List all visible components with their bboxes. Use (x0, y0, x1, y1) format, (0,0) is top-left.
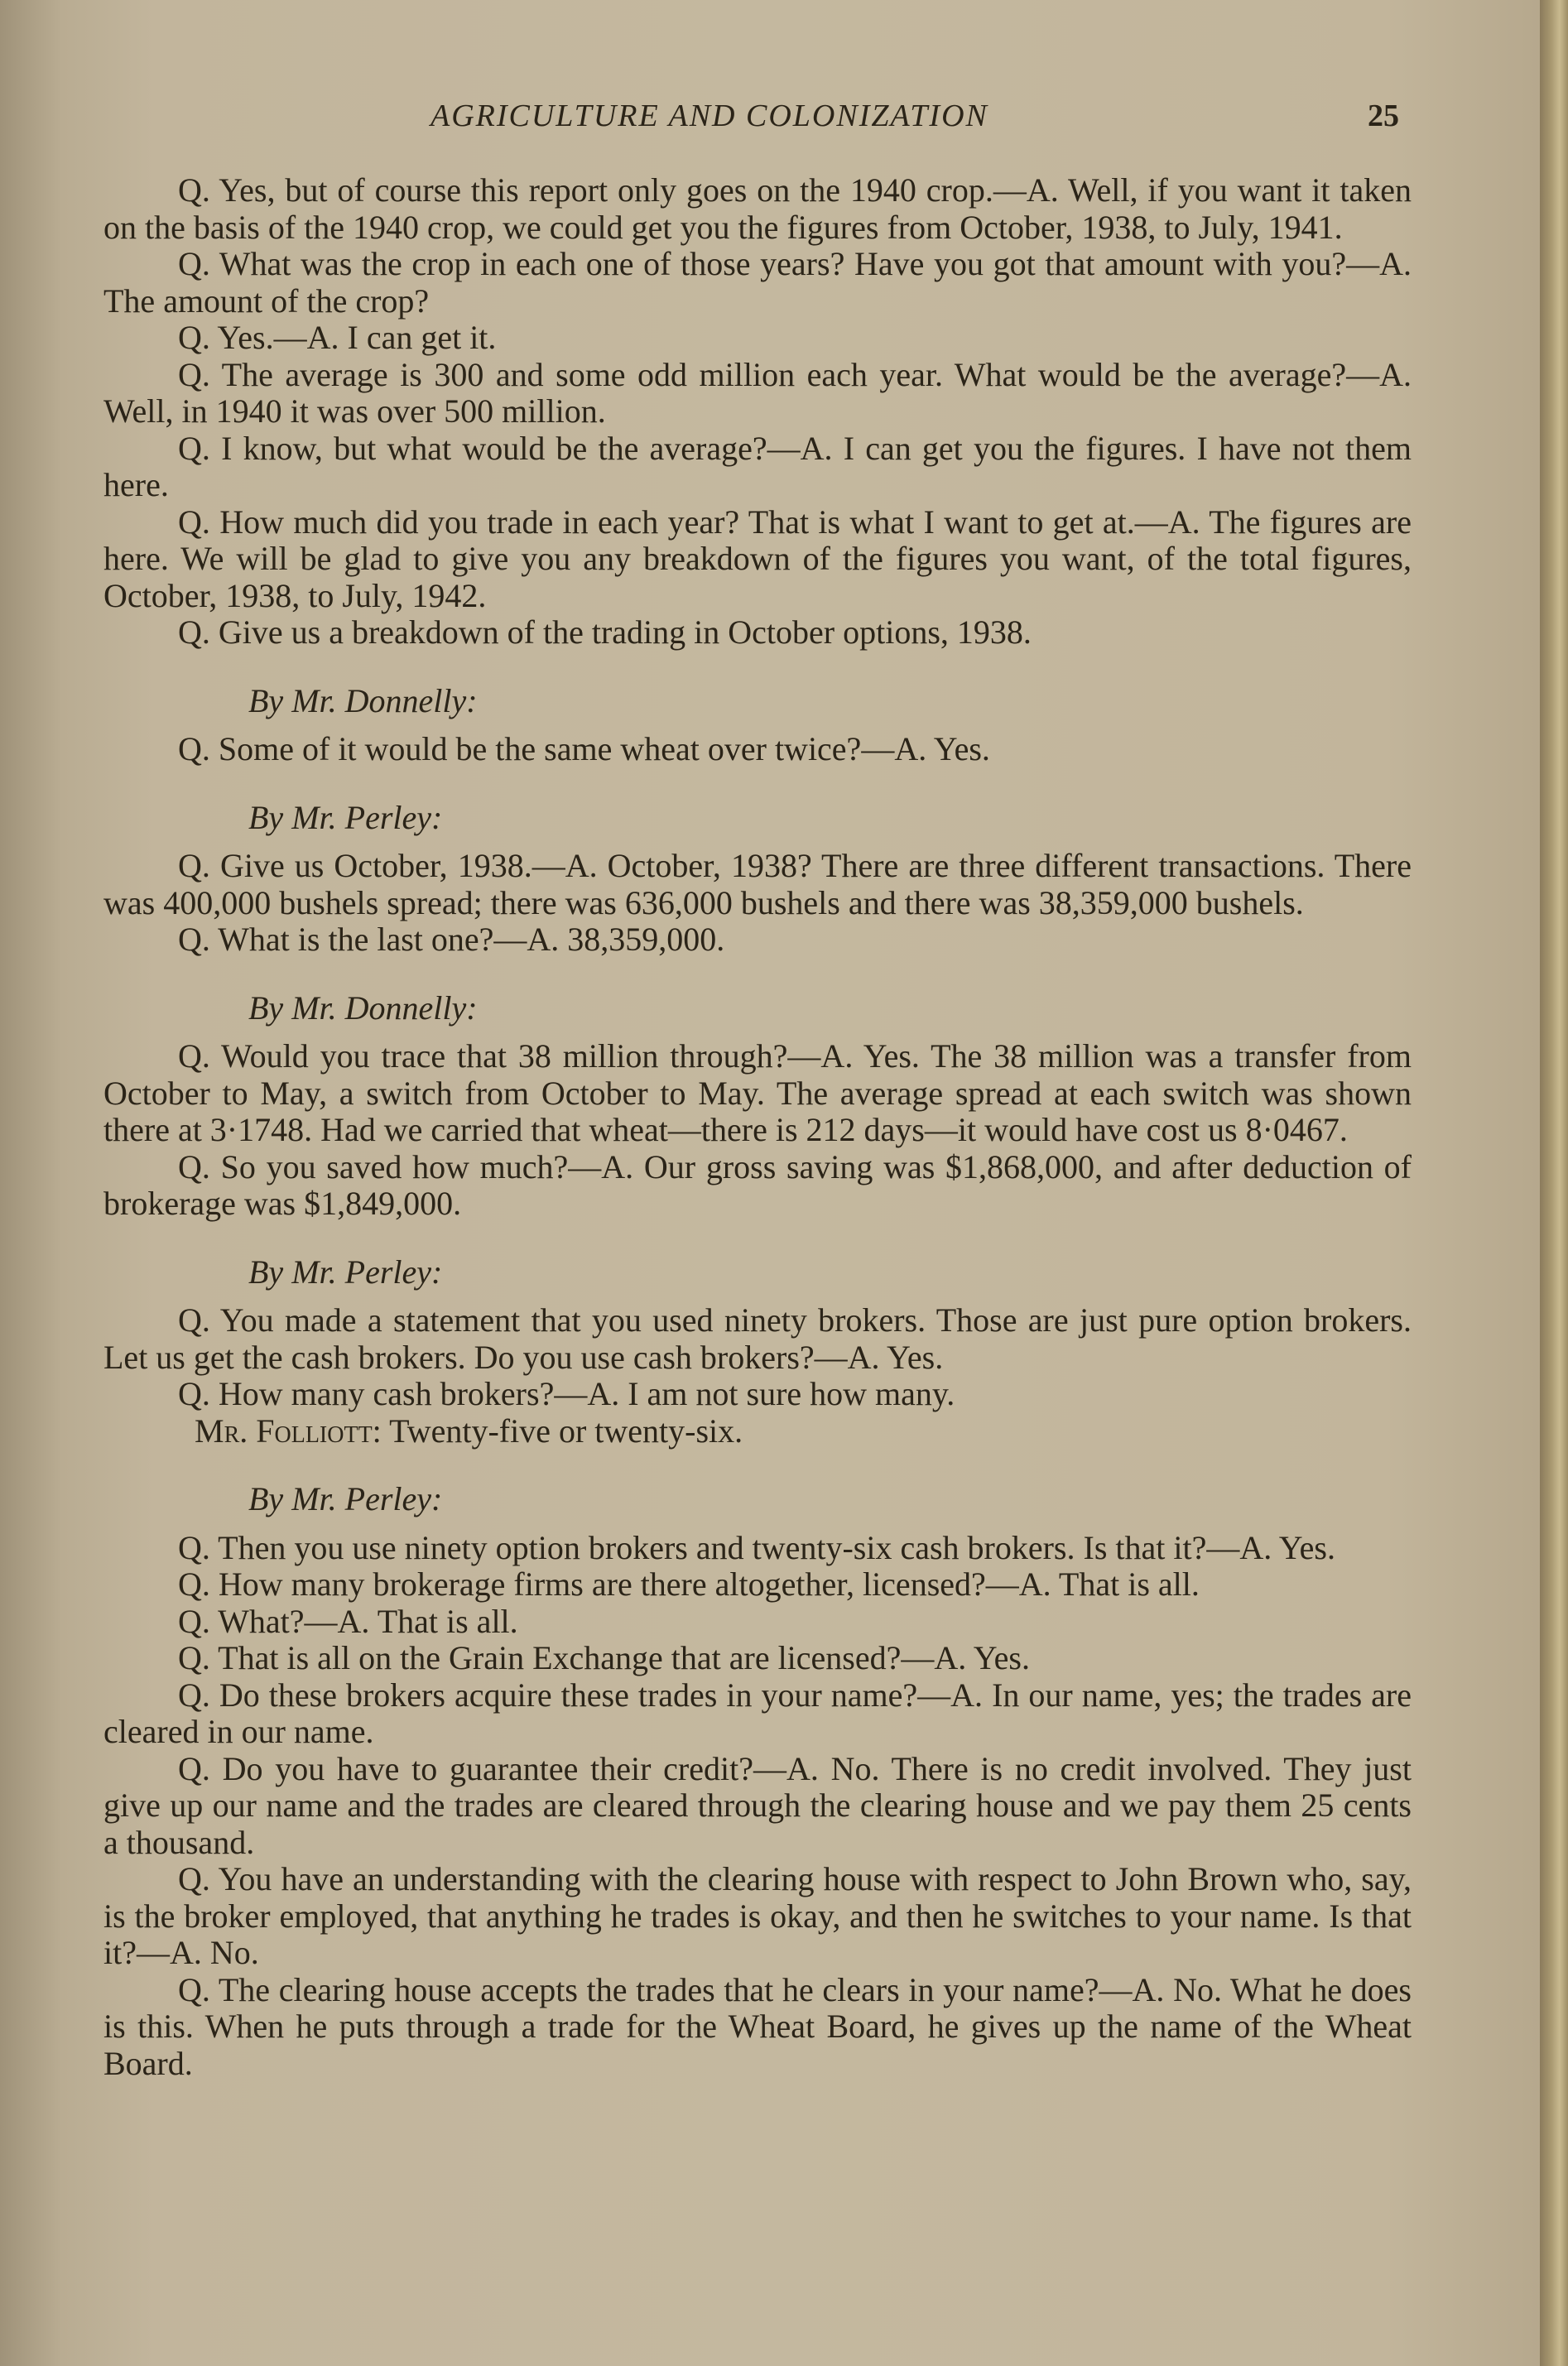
qa-paragraph: Q. What was the crop in each one of those years? Have you got that amount with you?—A. The amount of the crop? (103, 245, 1412, 320)
qa-paragraph: Q. Some of it would be the same wheat over twice?—A. Yes. (178, 730, 990, 767)
speaker-text: Twenty-five or twenty-six. (389, 1411, 743, 1450)
qa-paragraph: Q. How much did you trade in each year? That is what I want to get at.—A. The figures are here. We will be glad to give you any breakdown of the figures you want, of the total figures, October, 1938, to July, 1942. (103, 503, 1412, 614)
transcript-body (103, 172, 1412, 2082)
examiner-heading: By Mr. Donnelly: (248, 988, 478, 1027)
qa-paragraph: Q. Then you use ninety option brokers and twenty-six cash brokers. Is that it?—A. Yes. (178, 1528, 1335, 1566)
qa-paragraph: Q. How many brokerage firms are there altogether, licensed?—A. That is all. (178, 1565, 1200, 1603)
qa-paragraph: Q. That is all on the Grain Exchange that are licensed?—A. Yes. (178, 1639, 1030, 1676)
page-number: 25 (1368, 99, 1399, 133)
speaker-line (103, 1413, 1412, 1450)
qa-paragraph: Q. Give us a breakdown of the trading in October options, 1938. (178, 613, 1032, 651)
qa-paragraph: Q. You made a statement that you used ninety brokers. Those are just pure option brokers. Let us get the cash brokers. Do you use cash brokers?—A. Yes. (103, 1301, 1412, 1376)
examiner-heading: By Mr. Perley: (248, 1480, 443, 1517)
qa-paragraph: Q. Give us October, 1938.—A. October, 1938? There are three different transactions. There was 400,000 bushels spread; there was 636,000 bushels and there was 38,359,000 bushels. (103, 847, 1412, 921)
qa-paragraph: Q. Yes.—A. I can get it. (178, 319, 497, 356)
qa-paragraph: Q. What?—A. That is all. (178, 1602, 518, 1640)
qa-paragraph: Q. Would you trace that 38 million through?—A. Yes. The 38 million was a transfer from October to May, a switch from October to May. The average spread at each switch was shown there at 3·1748. Had we carried that wheat—there is 212 days—it would have cost us 8·0467. (103, 1037, 1412, 1148)
qa-paragraph: Q. Do you have to guarantee their credit?—A. No. There is no credit involved. They just give up our name and the trades are cleared through the clearing house and we pay them 25 cents a thousand. (103, 1749, 1412, 1861)
running-header (124, 98, 1399, 147)
qa-paragraph: Q. I know, but what would be the average?—A. I can get you the figures. I have not them here. (103, 429, 1412, 503)
running-title: AGRICULTURE AND COLONIZATION (430, 99, 988, 133)
qa-paragraph: Q. The clearing house accepts the trades that he clears in your name?—A. No. What he does is this. When he puts through a trade for the Wheat Board, he gives up the name of the Wheat Board. (103, 1970, 1412, 2082)
qa-paragraph: Q. So you saved how much?—A. Our gross saving was $1,868,000, and after deduction of brokerage was $1,849,000. (103, 1147, 1412, 1222)
examiner-heading: By Mr. Perley: (248, 1253, 443, 1291)
speaker-name: Mr. Folliott: (195, 1411, 382, 1450)
examiner-heading: By Mr. Perley: (248, 798, 443, 836)
qa-paragraph: Q. What is the last one?—A. 38,359,000. (178, 921, 725, 958)
qa-paragraph: Q. Do these brokers acquire these trades in your name?—A. In our name, yes; the trades are cleared in our name. (103, 1676, 1412, 1750)
qa-paragraph: Q. The average is 300 and some odd million each year. What would be the average?—A. Well, in 1940 it was over 500 million. (103, 355, 1412, 430)
book-spine-edge (1540, 0, 1568, 2366)
qa-paragraph: Q. You have an understanding with the clearing house with respect to John Brown who, say, is the broker employed, that anything he trades is okay, and then he switches to your name. Is that it?—A. No. (103, 1860, 1412, 1971)
examiner-heading: By Mr. Donnelly: (248, 681, 478, 719)
qa-paragraph: Q. How many cash brokers?—A. I am not sure how many. (178, 1375, 955, 1412)
qa-paragraph: Q. Yes, but of course this report only goes on the 1940 crop.—A. Well, if you want it taken on the basis of the 1940 crop, we could get you the figures from October, 1938, to July, 1941. (103, 171, 1412, 246)
